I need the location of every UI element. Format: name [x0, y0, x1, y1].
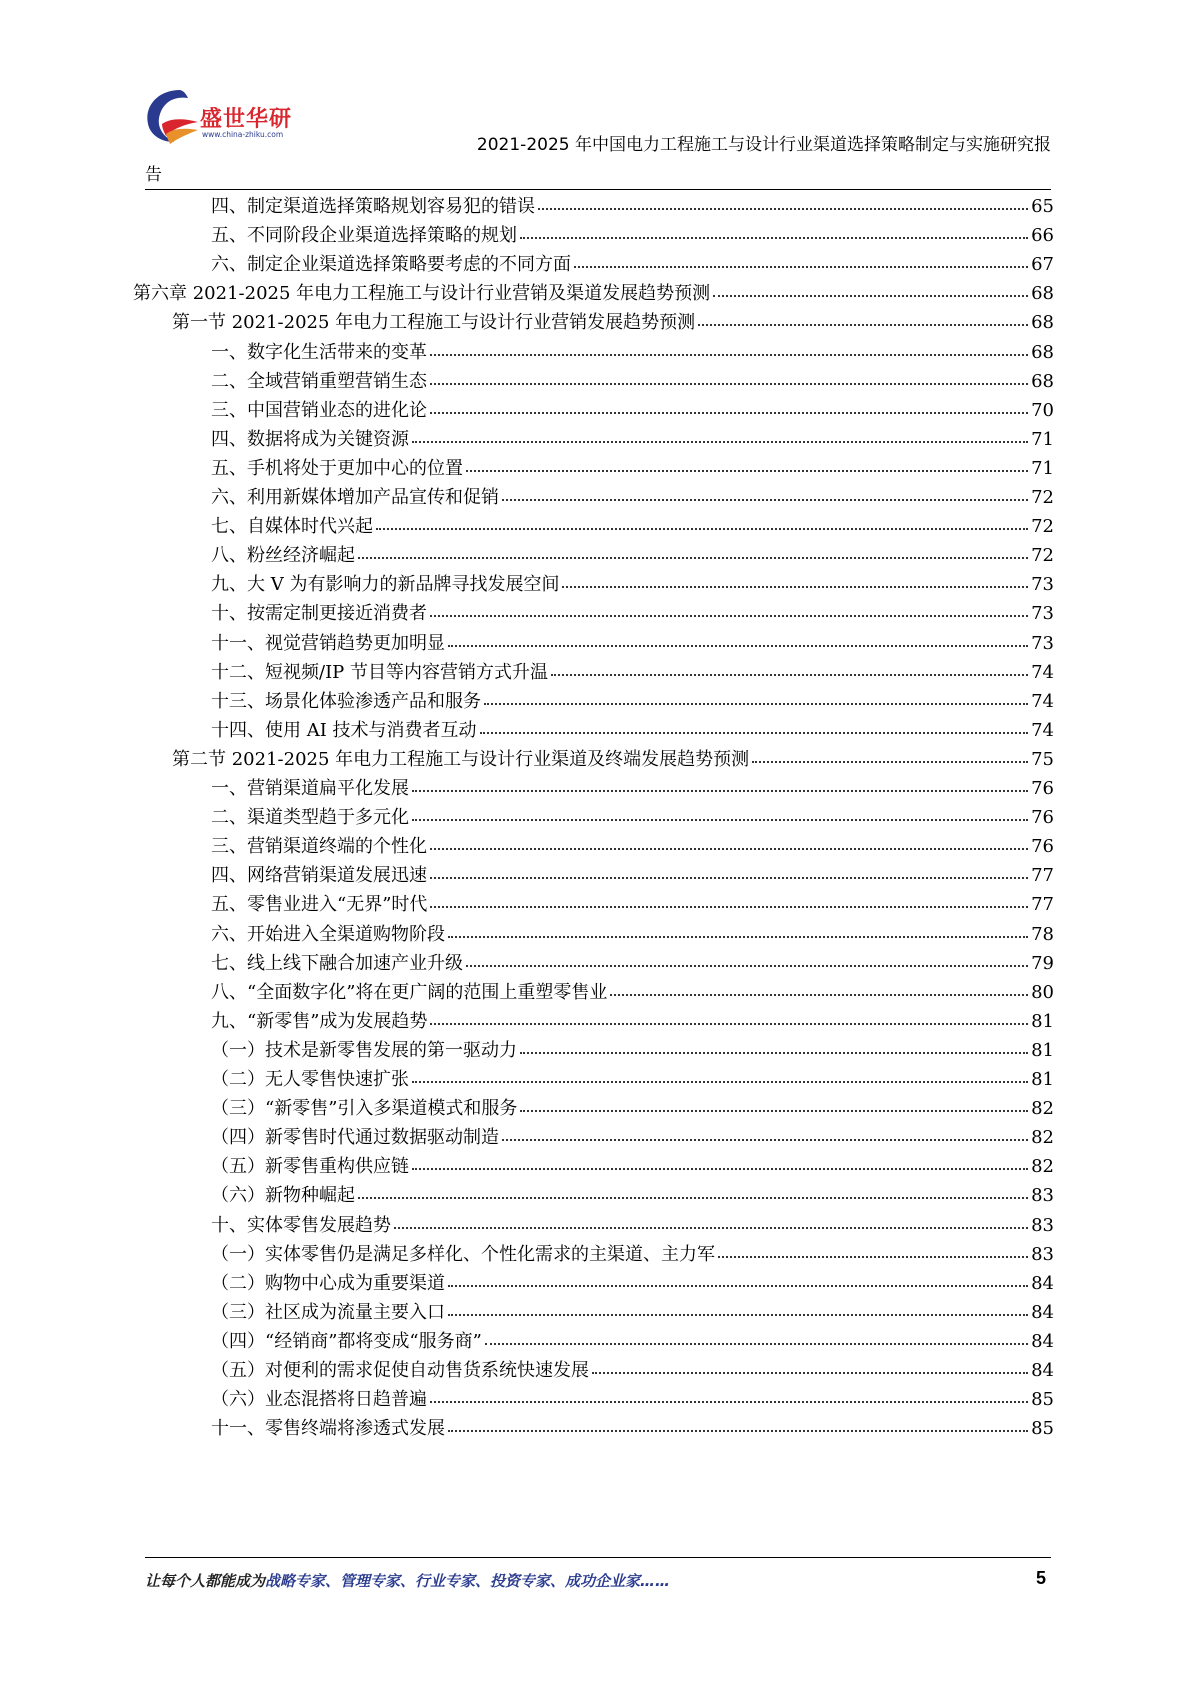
toc-entry-title: 一、营销渠道扁平化发展 — [211, 778, 409, 799]
toc-entry-title: 一、数字化生活带来的变革 — [211, 341, 427, 363]
toc-entry-title: （三）社区成为流量主要入口 — [211, 1301, 445, 1323]
toc-dot-leader — [430, 614, 1028, 617]
toc-entry-title: 第六章 2021-2025 年电力工程施工与设计行业营销及渠道发展趋势预测 — [133, 283, 711, 305]
toc-entry[interactable] — [211, 540, 1054, 571]
toc-entry-title: 六、利用新媒体增加产品宣传和促销 — [211, 487, 499, 508]
toc-entry-page: 73 — [1031, 632, 1054, 654]
toc-entry[interactable] — [211, 1326, 1054, 1357]
toc-entry[interactable] — [211, 1180, 1054, 1211]
toc-dot-leader — [358, 1196, 1028, 1199]
toc-entry-page: 68 — [1031, 283, 1054, 305]
toc-dot-leader — [358, 556, 1028, 559]
toc-entry-title: 七、自媒体时代兴起 — [211, 516, 373, 538]
report-title-tail: 告 — [145, 165, 162, 185]
toc-entry-page: 67 — [1031, 254, 1054, 276]
toc-entry[interactable] — [211, 337, 1054, 368]
toc-entry-title: 四、制定渠道选择策略规划容易犯的错误 — [211, 196, 535, 217]
toc-entry[interactable] — [211, 773, 1054, 804]
toc-dot-leader — [430, 847, 1028, 850]
toc-entry-title: 二、全域营销重塑营销生态 — [211, 370, 427, 392]
toc-dot-leader — [412, 1167, 1028, 1170]
page-number: 5 — [1035, 1568, 1046, 1588]
toc-entry[interactable] — [211, 598, 1054, 629]
toc-entry-title: 第一节 2021-2025 年电力工程施工与设计行业营销发展趋势预测 — [172, 312, 696, 334]
toc-dot-leader — [430, 353, 1028, 356]
toc-entry[interactable] — [211, 1035, 1054, 1066]
toc-dot-leader — [538, 207, 1028, 210]
toc-entry[interactable] — [211, 1384, 1054, 1415]
toc-entry[interactable] — [211, 948, 1054, 979]
toc-entry-page: 68 — [1031, 370, 1054, 392]
toc-entry[interactable] — [211, 1268, 1054, 1299]
toc-entry[interactable] — [172, 307, 1054, 338]
toc-dot-leader — [412, 1080, 1028, 1083]
toc-entry-title: 十、实体零售发展趋势 — [211, 1214, 391, 1236]
slogan-lead: 让每个人都能成为 — [145, 1572, 266, 1590]
toc-entry[interactable] — [211, 715, 1054, 746]
toc-entry-page: 77 — [1031, 894, 1054, 916]
toc-dot-leader — [376, 527, 1028, 530]
toc-entry-title: （二）无人零售快速扩张 — [211, 1069, 409, 1090]
toc-dot-leader — [752, 760, 1028, 763]
toc-entry-page: 79 — [1031, 952, 1054, 974]
toc-entry-title: 十一、视觉营销趋势更加明显 — [211, 632, 445, 654]
toc-entry-page: 84 — [1031, 1272, 1054, 1294]
toc-entry[interactable] — [211, 1064, 1054, 1095]
toc-entry-page: 83 — [1031, 1243, 1054, 1265]
toc-entry-page: 74 — [1031, 719, 1054, 741]
toc-entry[interactable] — [211, 424, 1054, 455]
toc-entry-page: 73 — [1031, 574, 1054, 596]
toc-dot-leader — [502, 1138, 1028, 1141]
toc-entry-title: （四）“经销商”都将变成“服务商” — [211, 1330, 482, 1352]
toc-entry-page: 76 — [1031, 778, 1054, 799]
toc-entry-title: 五、零售业进入“无界”时代 — [211, 894, 428, 916]
toc-entry[interactable] — [211, 1413, 1054, 1444]
toc-entry-title: 四、网络营销渠道发展迅速 — [211, 865, 427, 887]
toc-dot-leader — [480, 731, 1029, 734]
toc-dot-leader — [562, 585, 1028, 588]
toc-entry[interactable] — [211, 482, 1054, 513]
toc-entry-title: 五、手机将处于更加中心的位置 — [211, 457, 463, 479]
slogan-highlight: 战略专家、管理专家、行业专家、投资专家、成功企业家…… — [265, 1572, 671, 1590]
toc-entry-title: 十、按需定制更接近消费者 — [211, 603, 427, 625]
toc-entry-page: 83 — [1031, 1185, 1054, 1207]
toc-entry-title: 四、数据将成为关键资源 — [211, 428, 409, 450]
toc-entry[interactable] — [211, 453, 1054, 484]
toc-entry-page: 71 — [1031, 428, 1054, 450]
toc-entry-title: （五）新零售重构供应链 — [211, 1156, 409, 1178]
toc-entry[interactable] — [211, 686, 1054, 717]
toc-entry-title: 三、中国营销业态的进化论 — [211, 399, 427, 421]
toc-entry-page: 73 — [1031, 603, 1054, 625]
toc-entry-page: 68 — [1031, 312, 1054, 334]
logo-name: 盛世华研 — [200, 107, 293, 132]
toc-entry-page: 72 — [1031, 545, 1054, 567]
toc-dot-leader — [430, 876, 1028, 879]
toc-entry-title: 八、“全面数字化”将在更广阔的范围上重塑零售业 — [211, 981, 608, 1003]
toc-entry-page: 81 — [1031, 1010, 1054, 1032]
toc-entry[interactable] — [172, 744, 1054, 775]
toc-entry-page: 83 — [1031, 1214, 1054, 1236]
toc-entry[interactable] — [211, 1122, 1054, 1153]
toc-dot-leader — [412, 440, 1028, 443]
toc-entry[interactable] — [211, 191, 1054, 222]
toc-entry-page: 84 — [1031, 1330, 1054, 1352]
toc-entry[interactable] — [211, 249, 1054, 280]
toc-entry[interactable] — [211, 628, 1054, 659]
toc-entry-page: 81 — [1031, 1039, 1054, 1061]
toc-dot-leader — [520, 236, 1028, 239]
toc-dot-leader — [448, 644, 1028, 647]
toc-entry-page: 66 — [1031, 225, 1054, 247]
toc-entry[interactable] — [211, 919, 1054, 950]
toc-entry-title: 十二、短视频/IP 节目等内容营销方式升温 — [211, 661, 549, 683]
footer-divider — [145, 1557, 1051, 1558]
header-divider — [145, 189, 1051, 190]
toc-entry-page: 84 — [1031, 1301, 1054, 1323]
toc-dot-leader — [718, 1255, 1028, 1258]
toc-dot-leader — [430, 382, 1028, 385]
toc-entry-page: 76 — [1031, 807, 1054, 829]
toc-entry-title: （一）技术是新零售发展的第一驱动力 — [211, 1039, 517, 1061]
toc-dot-leader — [610, 993, 1028, 996]
toc-dot-leader — [574, 265, 1028, 268]
toc-dot-leader — [713, 294, 1028, 297]
toc-dot-leader — [466, 964, 1028, 967]
toc-dot-leader — [698, 323, 1028, 326]
toc-entry-page: 71 — [1031, 457, 1054, 479]
toc-entry-page: 77 — [1031, 865, 1054, 887]
toc-dot-leader — [592, 1371, 1028, 1374]
toc-dot-leader — [502, 498, 1028, 501]
toc-entry-page: 85 — [1031, 1418, 1054, 1440]
toc-dot-leader — [412, 789, 1028, 792]
toc-entry-page: 72 — [1031, 487, 1054, 508]
toc-entry-page: 75 — [1031, 748, 1054, 770]
toc-dot-leader — [520, 1109, 1028, 1112]
toc-entry-title: 六、开始进入全渠道购物阶段 — [211, 923, 445, 945]
toc-dot-leader — [448, 1429, 1028, 1432]
toc-entry[interactable] — [211, 220, 1054, 251]
toc-dot-leader — [448, 1313, 1028, 1316]
toc-entry-page: 72 — [1031, 516, 1054, 538]
toc-entry[interactable] — [211, 802, 1054, 833]
toc-entry[interactable] — [211, 977, 1054, 1008]
report-title: 2021-2025 年中国电力工程施工与设计行业渠道选择策略制定与实施研究报 — [476, 135, 1051, 155]
toc-entry-page: 76 — [1031, 836, 1054, 858]
logo-url: www.china-zhiku.com — [202, 130, 284, 139]
toc-entry[interactable] — [211, 889, 1054, 920]
toc-entry[interactable] — [211, 569, 1054, 600]
toc-entry-page: 78 — [1031, 923, 1054, 945]
toc-entry[interactable] — [211, 1151, 1054, 1182]
toc-entry-title: （六）业态混搭将日趋普遍 — [211, 1389, 427, 1411]
toc-entry-title: 二、渠道类型趋于多元化 — [211, 807, 409, 829]
toc-dot-leader — [448, 1284, 1028, 1287]
toc-entry-page: 74 — [1031, 690, 1054, 712]
toc-dot-leader — [485, 1342, 1028, 1345]
toc-entry-title: 六、制定企业渠道选择策略要考虑的不同方面 — [211, 254, 571, 276]
toc-entry-page: 82 — [1031, 1127, 1054, 1149]
toc-dot-leader — [551, 673, 1028, 676]
toc-entry[interactable] — [211, 1210, 1054, 1241]
toc-entry-title: （六）新物种崛起 — [211, 1185, 355, 1207]
toc-entry-title: 八、粉丝经济崛起 — [211, 545, 355, 567]
toc-entry[interactable] — [211, 1093, 1054, 1124]
toc-dot-leader — [484, 702, 1028, 705]
toc-dot-leader — [430, 411, 1028, 414]
toc-entry-title: （二）购物中心成为重要渠道 — [211, 1272, 445, 1294]
footer-slogan — [145, 1570, 670, 1591]
toc-entry-page: 65 — [1031, 196, 1054, 217]
toc-entry[interactable] — [211, 657, 1054, 688]
toc-entry-title: 九、“新零售”成为发展趋势 — [211, 1010, 428, 1032]
toc-entry-page: 80 — [1031, 981, 1054, 1003]
toc-entry-title: （一）实体零售仍是满足多样化、个性化需求的主渠道、主力军 — [211, 1243, 715, 1265]
toc-entry-title: （五）对便利的需求促使自动售货系统快速发展 — [211, 1360, 589, 1381]
toc-dot-leader — [430, 1022, 1028, 1025]
toc-dot-leader — [394, 1226, 1028, 1229]
toc-dot-leader — [466, 469, 1028, 472]
page-header — [0, 0, 1191, 190]
toc-dot-leader — [430, 1400, 1028, 1403]
toc-entry-title: 十四、使用 AI 技术与消费者互动 — [211, 719, 477, 741]
toc-entry-page: 85 — [1031, 1389, 1054, 1411]
toc-entry-title: 七、线上线下融合加速产业升级 — [211, 952, 463, 974]
toc-entry[interactable] — [211, 395, 1054, 426]
toc-entry-title: 十三、场景化体验渗透产品和服务 — [211, 690, 481, 712]
toc-entry-title: （四）新零售时代通过数据驱动制造 — [211, 1127, 499, 1149]
toc-entry[interactable] — [211, 1355, 1054, 1386]
toc-entry-page: 68 — [1031, 341, 1054, 363]
toc-entry[interactable] — [211, 1006, 1054, 1037]
toc-entry-page: 82 — [1031, 1156, 1054, 1178]
toc-entry[interactable] — [211, 511, 1054, 542]
toc-entry[interactable] — [211, 366, 1054, 397]
toc-entry[interactable] — [211, 860, 1054, 891]
toc-entry-title: 第二节 2021-2025 年电力工程施工与设计行业渠道及终端发展趋势预测 — [172, 748, 750, 770]
toc-entry[interactable] — [211, 1297, 1054, 1328]
toc-dot-leader — [520, 1051, 1028, 1054]
toc-entry-title: 九、大 V 为有影响力的新品牌寻找发展空间 — [211, 574, 560, 596]
toc-dot-leader — [412, 818, 1028, 821]
toc-entry-page: 82 — [1031, 1098, 1054, 1120]
toc-entry-page: 74 — [1031, 661, 1054, 683]
toc-entry[interactable] — [133, 278, 1054, 309]
toc-entry-page: 70 — [1031, 399, 1054, 421]
toc-entry-page: 81 — [1031, 1069, 1054, 1090]
toc-entry-page: 84 — [1031, 1360, 1054, 1381]
toc-entry-title: 十一、零售终端将渗透式发展 — [211, 1418, 445, 1440]
toc-entry[interactable] — [211, 1239, 1054, 1270]
toc-entry-title: 三、营销渠道终端的个性化 — [211, 836, 427, 858]
toc-entry-title: （三）“新零售”引入多渠道模式和服务 — [211, 1098, 518, 1120]
toc-entry-title: 五、不同阶段企业渠道选择策略的规划 — [211, 225, 517, 247]
toc-dot-leader — [430, 905, 1028, 908]
toc-entry[interactable] — [211, 831, 1054, 862]
toc-dot-leader — [448, 935, 1028, 938]
